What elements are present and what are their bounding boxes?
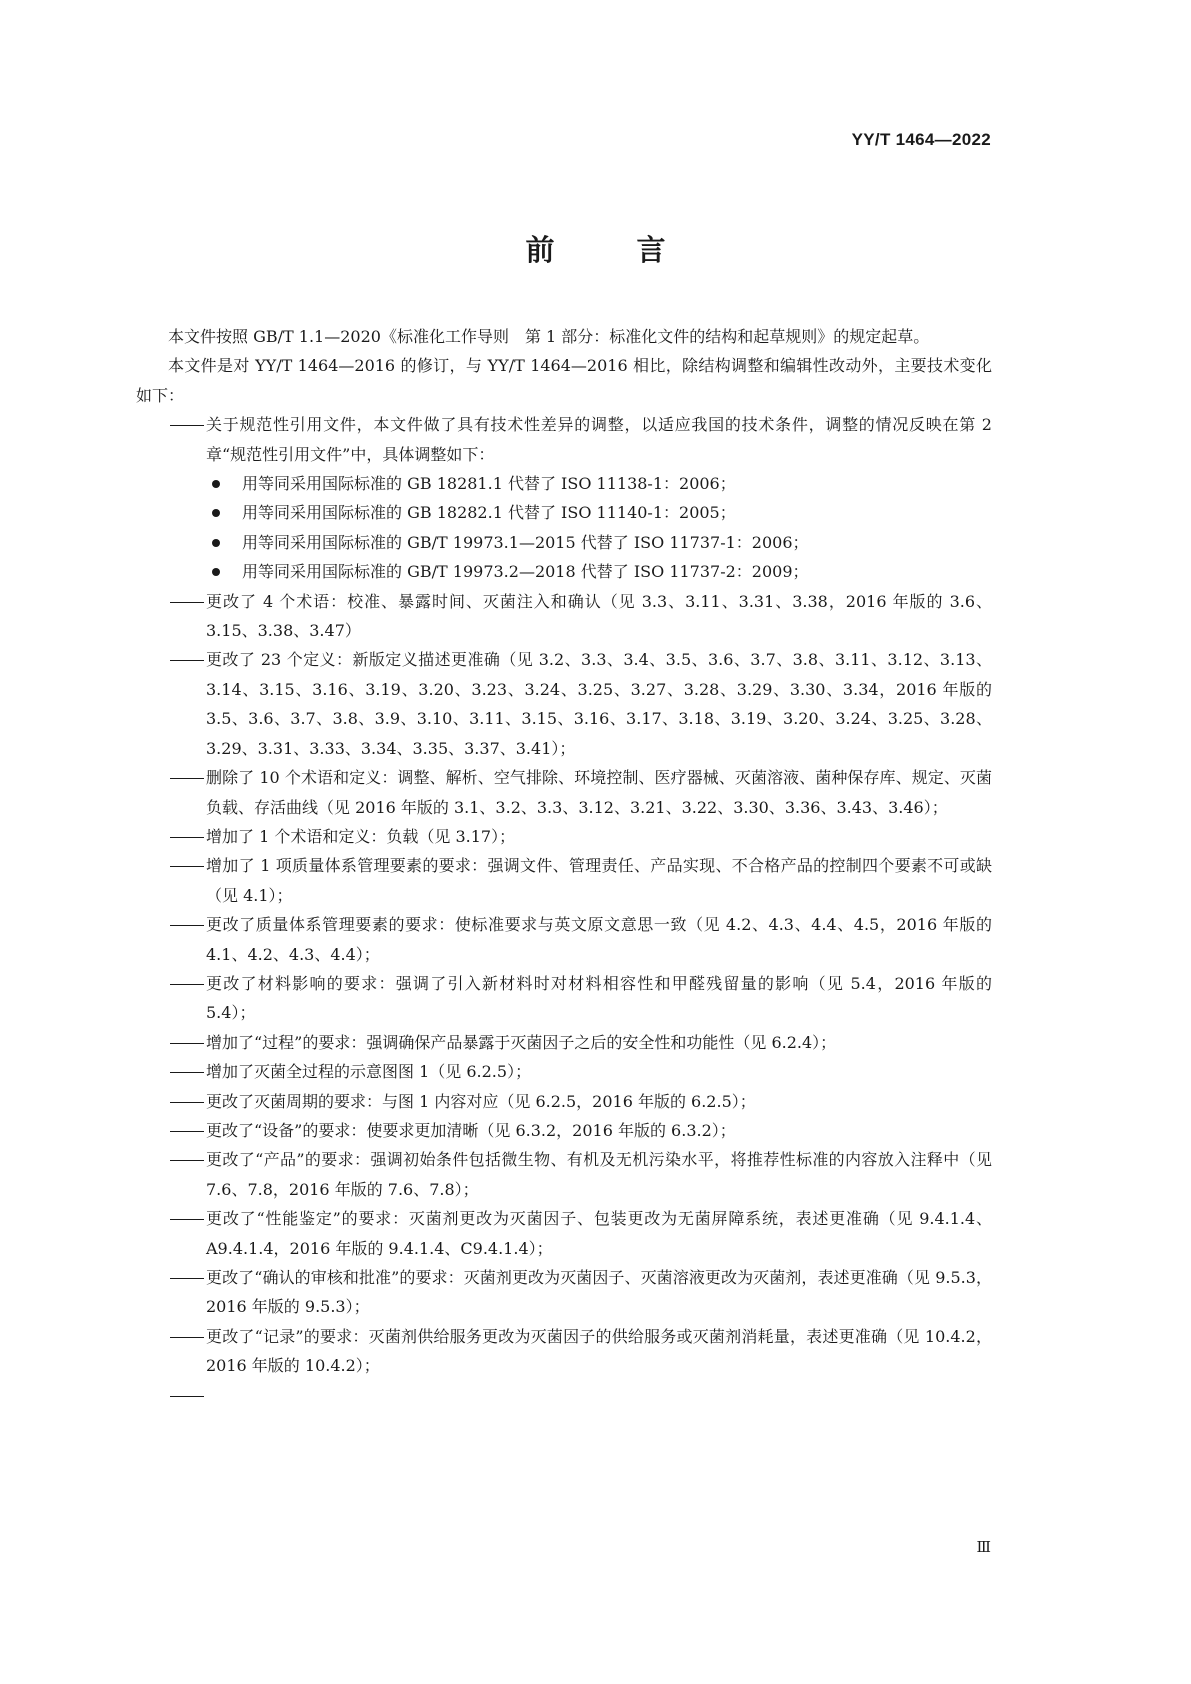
- list-item-text: 增加了“过程”的要求：强调确保产品暴露于灭菌因子之后的安全性和功能性（见 6.2.4）；: [206, 1032, 837, 1052]
- list-item-text: 删除了 10 个术语和定义：调整、解析、空气排除、环境控制、医疗器械、灭菌溶液、菌种保存库、规定、灭菌负载、存活曲线（见 2016 年版的 3.1、3.2、3.3、3.12、3.21、3.22、3.30、3.36、3.43、3.46）；: [206, 768, 992, 817]
- list-item: [136, 763, 992, 822]
- list-item: [136, 969, 992, 1028]
- list-item: [136, 1087, 992, 1116]
- list-item-text: 更改了“确认的审核和批准”的要求：灭菌剂更改为灭菌因子、灭菌溶液更改为灭菌剂，表述更准确（见 9.5.3，2016 年版的 9.5.3）；: [206, 1268, 992, 1317]
- bullet-item-text: 用等同采用国际标准的 GB 18282.1 代替了 ISO 11140-1：2005；: [242, 503, 736, 523]
- list-item-text: 更改了质量体系管理要素的要求：使标准要求与英文原文意思一致（见 4.2、4.3、4.4、4.5，2016 年版的 4.1、4.2、4.3、4.4）；: [206, 915, 992, 964]
- list-item-text: 增加了灭菌全过程的示意图图 1（见 6.2.5）；: [206, 1062, 532, 1082]
- list-item-text: 更改了灭菌周期的要求：与图 1 内容对应（见 6.2.5，2016 年版的 6.2.5）；: [206, 1091, 756, 1111]
- list-item: [136, 410, 992, 469]
- list-item: [136, 645, 992, 763]
- list-item-text: 更改了“记录”的要求：灭菌剂供给服务更改为灭菌因子的供给服务或灭菌剂消耗量，表述更准确（见 10.4.2，2016 年版的 10.4.2）；: [206, 1326, 992, 1376]
- list-item: [136, 822, 992, 851]
- page-number: Ⅲ: [976, 1538, 991, 1556]
- list-item: [136, 1116, 992, 1145]
- bullet-item: [136, 557, 992, 586]
- list-item-text: 关于规范性引用文件，本文件做了具有技术性差异的调整，以适应我国的技术条件，调整的情况反映在第 2 章“规范性引用文件”中，具体调整如下：: [206, 415, 992, 464]
- page-title: 前 言: [525, 233, 702, 267]
- list-item: [136, 851, 992, 910]
- list-item: [136, 1028, 992, 1057]
- bullet-item: [136, 528, 992, 557]
- standard-code: YY/T 1464—2022: [851, 130, 991, 149]
- list-item: [136, 1322, 992, 1381]
- list-item: [136, 910, 992, 969]
- list-item-text: 更改了材料影响的要求：强调了引入新材料时对材料相容性和甲醛残留量的影响（见 5.4，2016 年版的 5.4）；: [206, 973, 992, 1023]
- bullet-dot-icon: [212, 480, 220, 488]
- bullet-item-text: 用等同采用国际标准的 GB/T 19973.2—2018 代替了 ISO 11737-2：2009；: [242, 562, 809, 582]
- list-item: [136, 1263, 992, 1322]
- list-item-text: 更改了“产品”的要求：强调初始条件包括微生物、有机及无机污染水平，将推荐性标准的内容放入注释中（见 7.6、7.8，2016 年版的 7.6、7.8）；: [206, 1150, 992, 1199]
- list-item-text: 增加了 1 个术语和定义：负载（见 3.17）；: [206, 826, 516, 846]
- list-item: [136, 1204, 992, 1263]
- list-item-text: 更改了“性能鉴定”的要求：灭菌剂更改为灭菌因子、包装更改为无菌屏障系统，表述更准确（见 9.4.1.4、A9.4.1.4，2016 年版的 9.4.1.4、C9.4.1.4）；: [206, 1209, 992, 1258]
- paragraph-revision-summary: 本文件是对 YY/T 1464—2016 的修订，与 YY/T 1464—2016 相比，除结构调整和编辑性改动外，主要技术变化如下：: [136, 356, 992, 405]
- paragraph-drafting-rules: 本文件按照 GB/T 1.1—2020《标准化工作导则 第 1 部分：标准化文件的结构和起草规则》的规定起草。: [168, 327, 930, 346]
- list-item: [136, 1145, 992, 1204]
- bullet-dot-icon: [212, 568, 220, 576]
- bullet-item-text: 用等同采用国际标准的 GB 18281.1 代替了 ISO 11138-1：2006；: [242, 474, 736, 494]
- bullet-item: [136, 469, 992, 498]
- bullet-item-text: 用等同采用国际标准的 GB/T 19973.1—2015 代替了 ISO 11737-1：2006；: [242, 532, 809, 552]
- document-body: [136, 322, 992, 1381]
- list-item: [136, 587, 992, 646]
- bullet-item: [136, 498, 992, 527]
- list-item-text: 更改了“设备”的要求：使要求更加清晰（见 6.3.2，2016 年版的 6.3.2）；: [206, 1120, 736, 1140]
- list-item-text: 增加了 1 项质量体系管理要素的要求：强调文件、管理责任、产品实现、不合格产品的控制四个要素不可或缺（见 4.1）；: [206, 856, 992, 905]
- list-item-text: 更改了 23 个定义：新版定义描述更准确（见 3.2、3.3、3.4、3.5、3.6、3.7、3.8、3.11、3.12、3.13、3.14、3.15、3.16、3.19、3.20、3.23、3.24、3.25、3.27、3.28、3.29、3.30、3.34，2016 年版的 3.5、3.6、3.7、3.8、3.9、3.10、3.11、3.15、3.16、3.17、3.18、3.19、3.20、3.24、3.25、3.28、3.29、3.31、3.33、3.34、3.35、3.37、3.41）；: [206, 650, 992, 758]
- list-item-text: 更改了 4 个术语：校准、暴露时间、灭菌注入和确认（见 3.3、3.11、3.31、3.38，2016 年版的 3.6、3.15、3.38、3.47）: [206, 591, 992, 641]
- bullet-dot-icon: [212, 539, 220, 547]
- list-item: [136, 1057, 992, 1086]
- bullet-dot-icon: [212, 509, 220, 517]
